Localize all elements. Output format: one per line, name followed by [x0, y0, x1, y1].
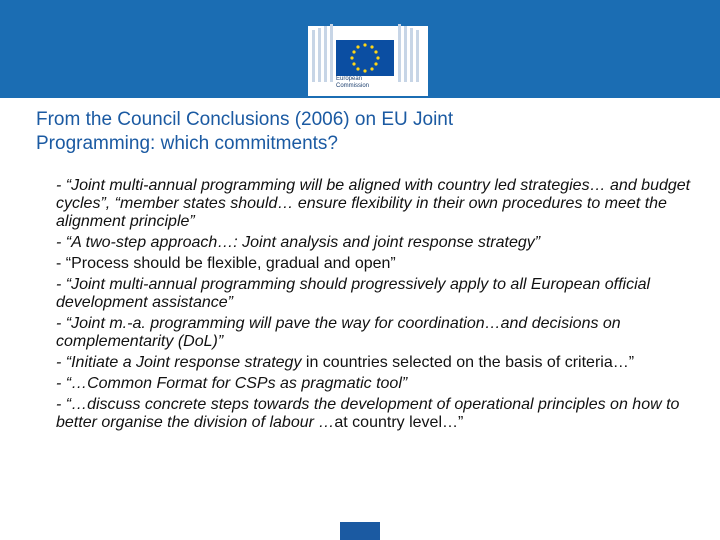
logo-line-2: Commission	[336, 83, 370, 89]
commitments-list	[56, 177, 696, 435]
list-item: - “…discuss concrete steps towards the development of operational principles on how to better organise the division of labour …at country level…”	[56, 396, 680, 431]
list-item: - “Process should be flexible, gradual and open”	[56, 255, 396, 272]
logo-text	[336, 76, 369, 90]
list-item: - “Joint multi-annual programming should progressively apply to all European official development assistance”	[56, 276, 651, 311]
list-item: - “Joint m.-a. programming will pave the way for coordination…and decisions on complementarity (DoL)”	[56, 315, 621, 350]
page-title	[36, 108, 676, 156]
list-item: - “Joint multi-annual programming will be aligned with country led strategies… and budget cycles”, “member states should… ensure flexibility in their own procedures to meet the alignment principle”	[56, 177, 691, 230]
logo-line-1: European	[336, 76, 363, 82]
list-item: - “Initiate a Joint response strategy in countries selected on the basis of criteria…”	[56, 354, 635, 371]
footer-flag-mark	[340, 522, 380, 540]
list-item: - “…Common Format for CSPs as pragmatic tool”	[56, 375, 408, 392]
title-line-2: Programming: which commitments?	[36, 133, 338, 154]
list-item: - “A two-step approach…: Joint analysis and joint response strategy”	[56, 234, 541, 251]
title-line-1: From the Council Conclusions (2006) on EU Joint	[36, 109, 454, 130]
